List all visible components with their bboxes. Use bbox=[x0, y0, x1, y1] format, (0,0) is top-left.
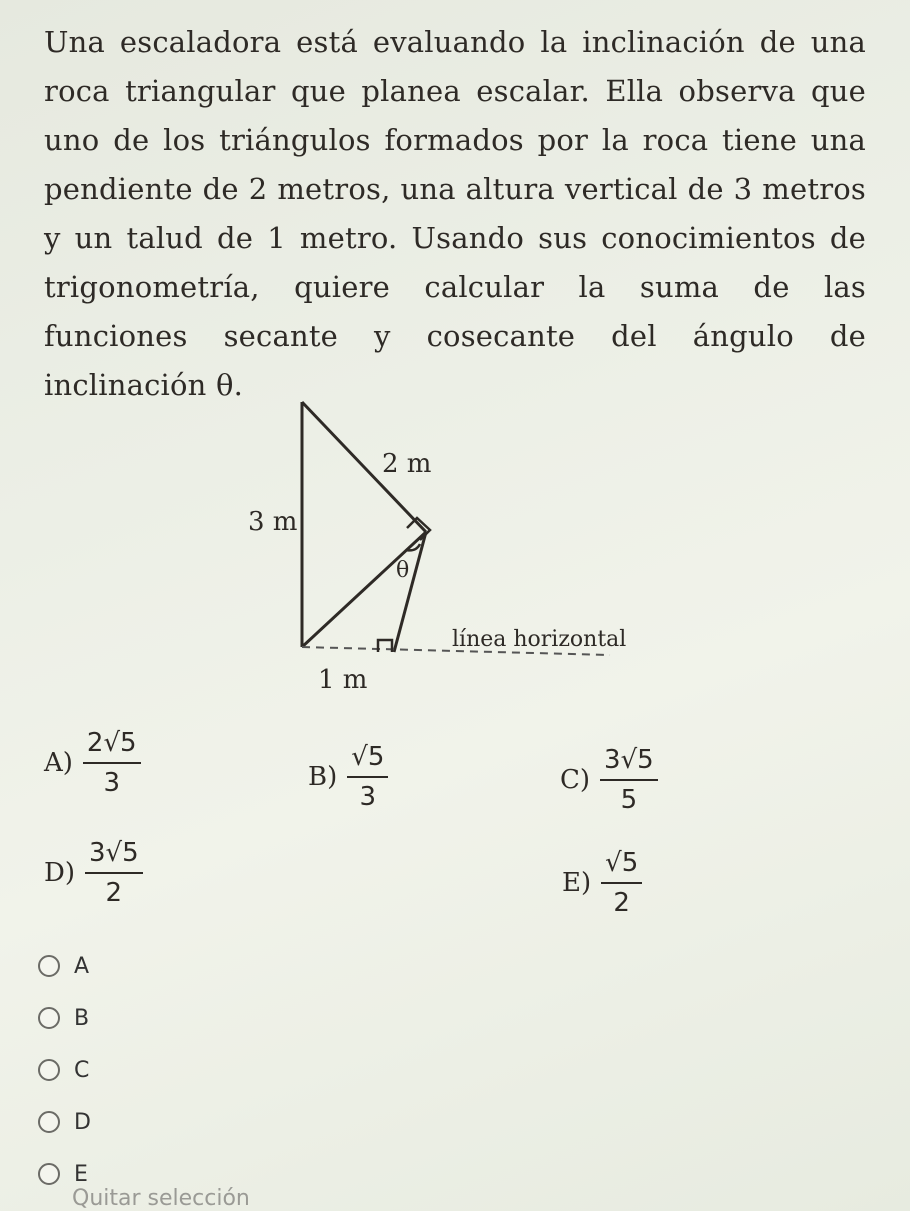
right-angle-marker-top bbox=[407, 518, 430, 540]
radio-button-c[interactable] bbox=[38, 1059, 60, 1081]
option-b-denominator: 3 bbox=[359, 782, 377, 812]
radio-label-b[interactable]: B bbox=[74, 1005, 90, 1031]
option-d-letter: D) bbox=[44, 858, 75, 888]
label-slope: 2 m bbox=[382, 449, 432, 479]
radio-button-e[interactable] bbox=[38, 1163, 60, 1185]
clear-selection-link[interactable]: Quitar selección bbox=[72, 1186, 250, 1211]
option-a-fraction bbox=[83, 728, 141, 798]
option-b-letter: B) bbox=[308, 762, 338, 792]
option-d-denominator: 2 bbox=[105, 878, 123, 908]
option-e-numerator: √5 bbox=[601, 848, 642, 884]
label-height: 3 m bbox=[248, 507, 298, 537]
radio-label-c[interactable]: C bbox=[74, 1057, 90, 1083]
option-c-denominator: 5 bbox=[620, 785, 638, 815]
option-e-denominator: 2 bbox=[613, 888, 630, 918]
problem-statement: Una escaladora está evaluando la inclinación de una roca triangular que planea escalar. Ella observa que uno de los triángulos formados por la roca tiene una pendiente de 2 metros, una altura vertical de 3 metros y un talud de 1 metro. Usando sus conocimientos de trigonometría, quiere calcular la suma de las funciones secante y cosecante del ángulo de inclinación θ. bbox=[44, 25, 866, 402]
radio-option-b[interactable] bbox=[38, 992, 91, 1044]
option-e-letter: E) bbox=[562, 868, 592, 898]
option-e-fraction bbox=[601, 848, 642, 918]
option-a-denominator: 3 bbox=[103, 768, 121, 798]
label-base: 1 m bbox=[318, 665, 368, 695]
triangle-figure bbox=[230, 390, 650, 700]
option-c-letter: C) bbox=[560, 765, 591, 795]
option-a-letter: A) bbox=[44, 748, 73, 778]
option-c-fraction bbox=[600, 745, 658, 815]
option-c-numerator: 3√5 bbox=[600, 745, 658, 781]
option-a-numerator: 2√5 bbox=[83, 728, 141, 764]
radio-button-d[interactable] bbox=[38, 1111, 60, 1133]
option-e bbox=[562, 848, 642, 918]
radio-label-d[interactable]: D bbox=[74, 1109, 91, 1135]
option-a bbox=[44, 728, 141, 798]
radio-option-d[interactable] bbox=[38, 1096, 91, 1148]
radio-button-b[interactable] bbox=[38, 1007, 60, 1029]
option-d bbox=[44, 838, 143, 908]
option-d-numerator: 3√5 bbox=[85, 838, 143, 874]
option-b-fraction bbox=[347, 742, 388, 812]
radio-option-a[interactable] bbox=[38, 940, 91, 992]
radio-option-c[interactable] bbox=[38, 1044, 91, 1096]
label-angle: θ bbox=[396, 558, 410, 583]
radio-button-a[interactable] bbox=[38, 955, 60, 977]
radio-group bbox=[38, 940, 91, 1200]
option-d-fraction bbox=[85, 838, 143, 908]
option-b-numerator: √5 bbox=[347, 742, 388, 778]
radio-label-a[interactable]: A bbox=[74, 953, 90, 979]
radio-label-e[interactable]: E bbox=[74, 1161, 88, 1187]
option-c bbox=[560, 745, 658, 815]
label-horizontal: línea horizontal bbox=[452, 627, 627, 652]
option-b bbox=[308, 742, 388, 812]
